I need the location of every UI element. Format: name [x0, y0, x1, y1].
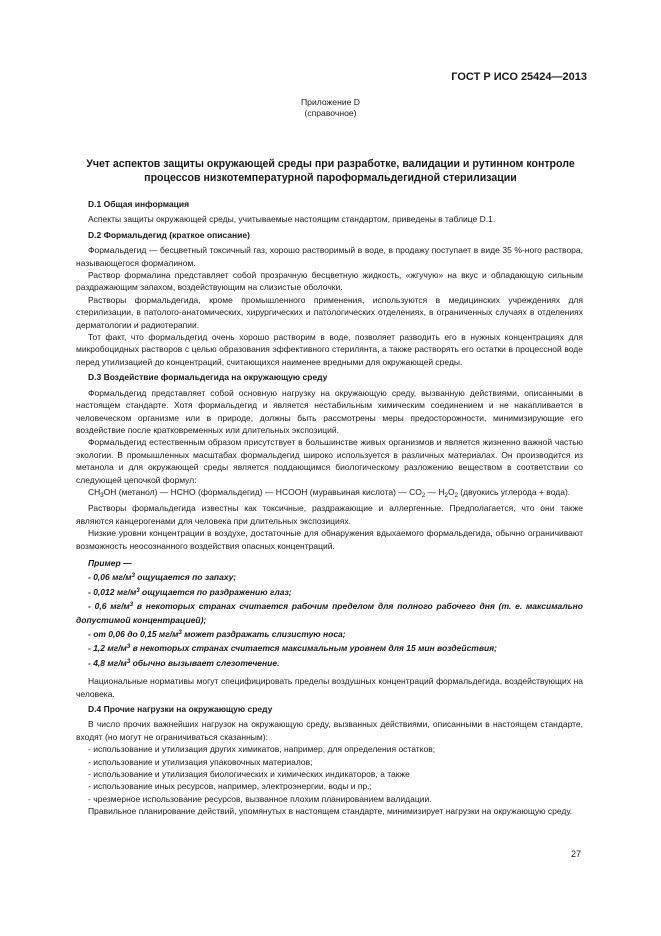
paragraph: Низкие уровни концентрации в воздухе, достаточные для обнаружения вдыхаемого формальдегида, обычно ограничивают возможность неосознанного воздействия опасных концентраций. — [76, 528, 583, 551]
paragraph: Тот факт, что формальдегид очень хорошо растворим в воде, позволяет разводить его в нужных концентрациях для микробоцидных растворов с целью образования эффективного стерилянта, а также растворять его остатки в процессной воде перед утилизацией до концентраций, считающихся наименее вредными для окружающей среды. — [76, 332, 583, 367]
example-item: - 1,2 $мг/м^3$ в некоторых странах считается максимальным уровнем для 15 мин воздействия; — [88, 643, 498, 654]
page-number: 27 — [570, 849, 581, 859]
paragraph: Формальдегид представляет собой основную нагрузку на окружающую среду, вызванную действиями, описанными в настоящем стандарте. Хотя формальдегид и является нестабильным химическим соединением и не накапливается в человеческом организме или в природе, должны быть рассмотрены меры предосторожности, минимизирующие его воздействие после кратковременных или длительных экспозиций. — [76, 387, 583, 435]
annex-label — [0, 97, 661, 119]
example-item: - от 0,06 до 0,15 $мг/м^3$ может раздражать слизистую носа; — [88, 629, 346, 639]
paragraph: Правильное планирование действий, упомянутых в настоящем стандарте, минимизирует нагрузки на окружающую среду. — [88, 806, 573, 817]
paragraph: Формальдегид естественным образом присутствует в большинстве живых организмов и является жизненно важной частью экологии. В промышленных масштабах формальдегид широко используется в различных материалах. Он производится из метанола и для окружающей среды является поддающимся биологическому разложению веществом в соответствии со следующей цепочкой формул: — [76, 437, 583, 485]
paragraph: Раствор формалина представляет собой прозрачную бесцветную жидкость, «жгучую» на вкус и обладающую сильным раздражающим запахом, воздействующим на слизистые оболочки. — [76, 270, 583, 293]
section-d1-heading: D.1 Общая информация — [88, 199, 190, 209]
example-item: - 4,8 $мг/м^3$ обычно вызывает слезотечение. — [88, 657, 280, 668]
paragraph: Растворы формальдегида известны как токсичные, раздражающие и аллергенные. Предполагается, что они также являются канцерогенами для человека при длительных экспозициях. — [76, 503, 583, 526]
list-item: - использование иных ресурсов, например, электроэнергии, воды и пр.; — [88, 781, 372, 792]
section-d3-heading: D.3 Воздействие формальдегида на окружающую среду — [88, 372, 328, 383]
list-item: - использование и утилизация биологических и химических индикаторов, а также — [88, 769, 410, 780]
list-item: - использование и утилизация других химикатов, например, для определения остатков; — [88, 744, 436, 755]
list-item: - использование и утилизация упаковочных материалов; — [88, 756, 313, 767]
paragraph: Растворы формальдегида, кроме промышленного применения, используются в медицинских учреждениях для стерилизации, в патолого-анатомических, хирургических и патологических отделениях, в ограниченных случаях в отделениях дерматологии и радиотерапии. — [76, 294, 583, 330]
annex-title: Приложение D — [301, 97, 360, 107]
annex-type: (справочное) — [304, 108, 357, 118]
formula-chain: $CH_3OH$ (метанол) — HCHO (формальдегид) — HCOOH (муравьиная кислота) — $CO_2$ — $H_2O_2$ (двуокись углерода + вода). — [88, 486, 571, 499]
example-block — [76, 557, 583, 670]
paragraph: Аспекты защиты окружающей среды, учитываемые настоящим стандартом, приведены в таблице D.1. — [88, 214, 496, 225]
document-body — [76, 195, 583, 818]
example-item: - 0,012 $мг/м^3$ ощущается по раздражению глаз; — [88, 586, 292, 597]
list-item: - чрезмерное использование ресурсов, вызванное плохим планированием валидации. — [88, 793, 432, 804]
example-item: - 0,06 $мг/м^3$ ощущается по запаху; — [88, 572, 237, 583]
example-item: - 0,6 $мг/м^3$ в некоторых странах считается рабочим пределом для полного рабочего дня (т. е. максимально допустимой концентрацией); — [76, 601, 583, 625]
section-d4-heading: D.4 Прочие нагрузки на окружающую среду — [88, 704, 273, 715]
paragraph: В число прочих важнейших нагрузок на окружающую среду, вызванных действиями, описанными в настоящем стандарте, входят (но могут не ограничиваться сказанным): — [76, 719, 583, 742]
section-d2-heading: D.2 Формальдегид (краткое описание) — [88, 229, 250, 240]
paragraph: Национальные нормативы могут специфицировать пределы воздушных концентраций формальдегида, воздействующих на человека. — [76, 676, 583, 699]
standard-number: ГОСТ Р ИСО 25424—2013 — [451, 71, 587, 83]
example-title: Пример — — [88, 557, 132, 568]
page-title: Учет аспектов защиты окружающей среды при разработке, валидации и рутинном контроле процессов низкотемпературной пароформальдегидной стерилизации — [86, 158, 575, 184]
paragraph: Формальдегид — бесцветный токсичный газ, хорошо растворимый в воде, в продажу поступает в виде 35 %-ного раствора, называющегося формалином. — [76, 245, 583, 268]
